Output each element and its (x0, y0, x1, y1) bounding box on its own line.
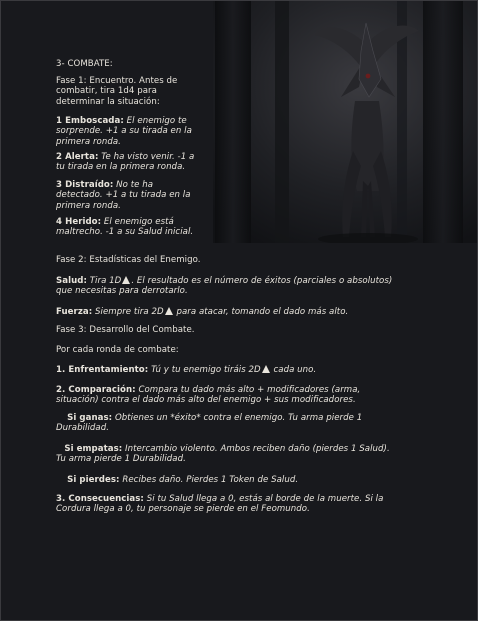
die-triangle-icon (122, 276, 130, 284)
phase2-salud: Salud: Tira 1D . El resultado es el número de éxitos (parciales o absolutos) que necesitas para derrotarlo. (56, 276, 393, 297)
phase3-heading: Fase 3: Desarrollo del Combate. (56, 325, 195, 335)
outcome-lose: Si pierdes: Recibes daño. Pierdes 1 Token de Salud. (67, 475, 299, 485)
section-title: 3- COMBATE: (56, 59, 113, 69)
phase3-intro: Por cada ronda de combate: (56, 345, 179, 355)
phase2-fuerza: Fuerza: Siempre tira 2D para atacar, tomando el dado más alto. (56, 307, 349, 317)
step-comparacion: 2. Comparación: Compara tu dado más alto + modificadores (arma, situación) contra el dado más alto del enemigo + sus modificadores. (56, 385, 361, 406)
die-triangle-icon (262, 365, 270, 373)
phase1-intro: Fase 1: Encuentro. Antes de combatir, tira 1d4 para determinar la situación: (56, 76, 178, 107)
die-triangle-icon (165, 307, 173, 315)
phase2-heading: Fase 2: Estadísticas del Enemigo. (56, 255, 201, 265)
creature-illustration (213, 1, 478, 243)
phase1-item-distraido: 3 Distraído: No te ha detectado. +1 a tu tirada en la primera ronda. (56, 180, 191, 211)
outcome-tie: Si empatas: Intercambio violento. Ambos reciben daño (pierdes 1 Salud). Tu arma pierde 1 Durabilidad. (56, 444, 390, 465)
step-consecuencias: 3. Consecuencias: Si tu Salud llega a 0, estás al borde de la muerte. Si la Cordura llega a 0, tu personaje se pierde en el Feomundo. (56, 494, 384, 515)
outcome-win: Si ganas: Obtienes un *éxito* contra el enemigo. Tu arma pierde 1 Durabilidad. (56, 413, 363, 434)
phase1-item-herido: 4 Herido: El enemigo está maltrecho. -1 a su Salud inicial. (56, 217, 194, 238)
phase1-item-emboscada: 1 Emboscada: El enemigo te sorprende. +1 a su tirada en la primera ronda. (56, 116, 192, 147)
step-enfrentamiento: 1. Enfrentamiento: Tú y tu enemigo tiráis 2D cada uno. (56, 365, 317, 375)
phase1-item-alerta: 2 Alerta: Te ha visto venir. -1 a tu tirada en la primera ronda. (56, 152, 195, 173)
